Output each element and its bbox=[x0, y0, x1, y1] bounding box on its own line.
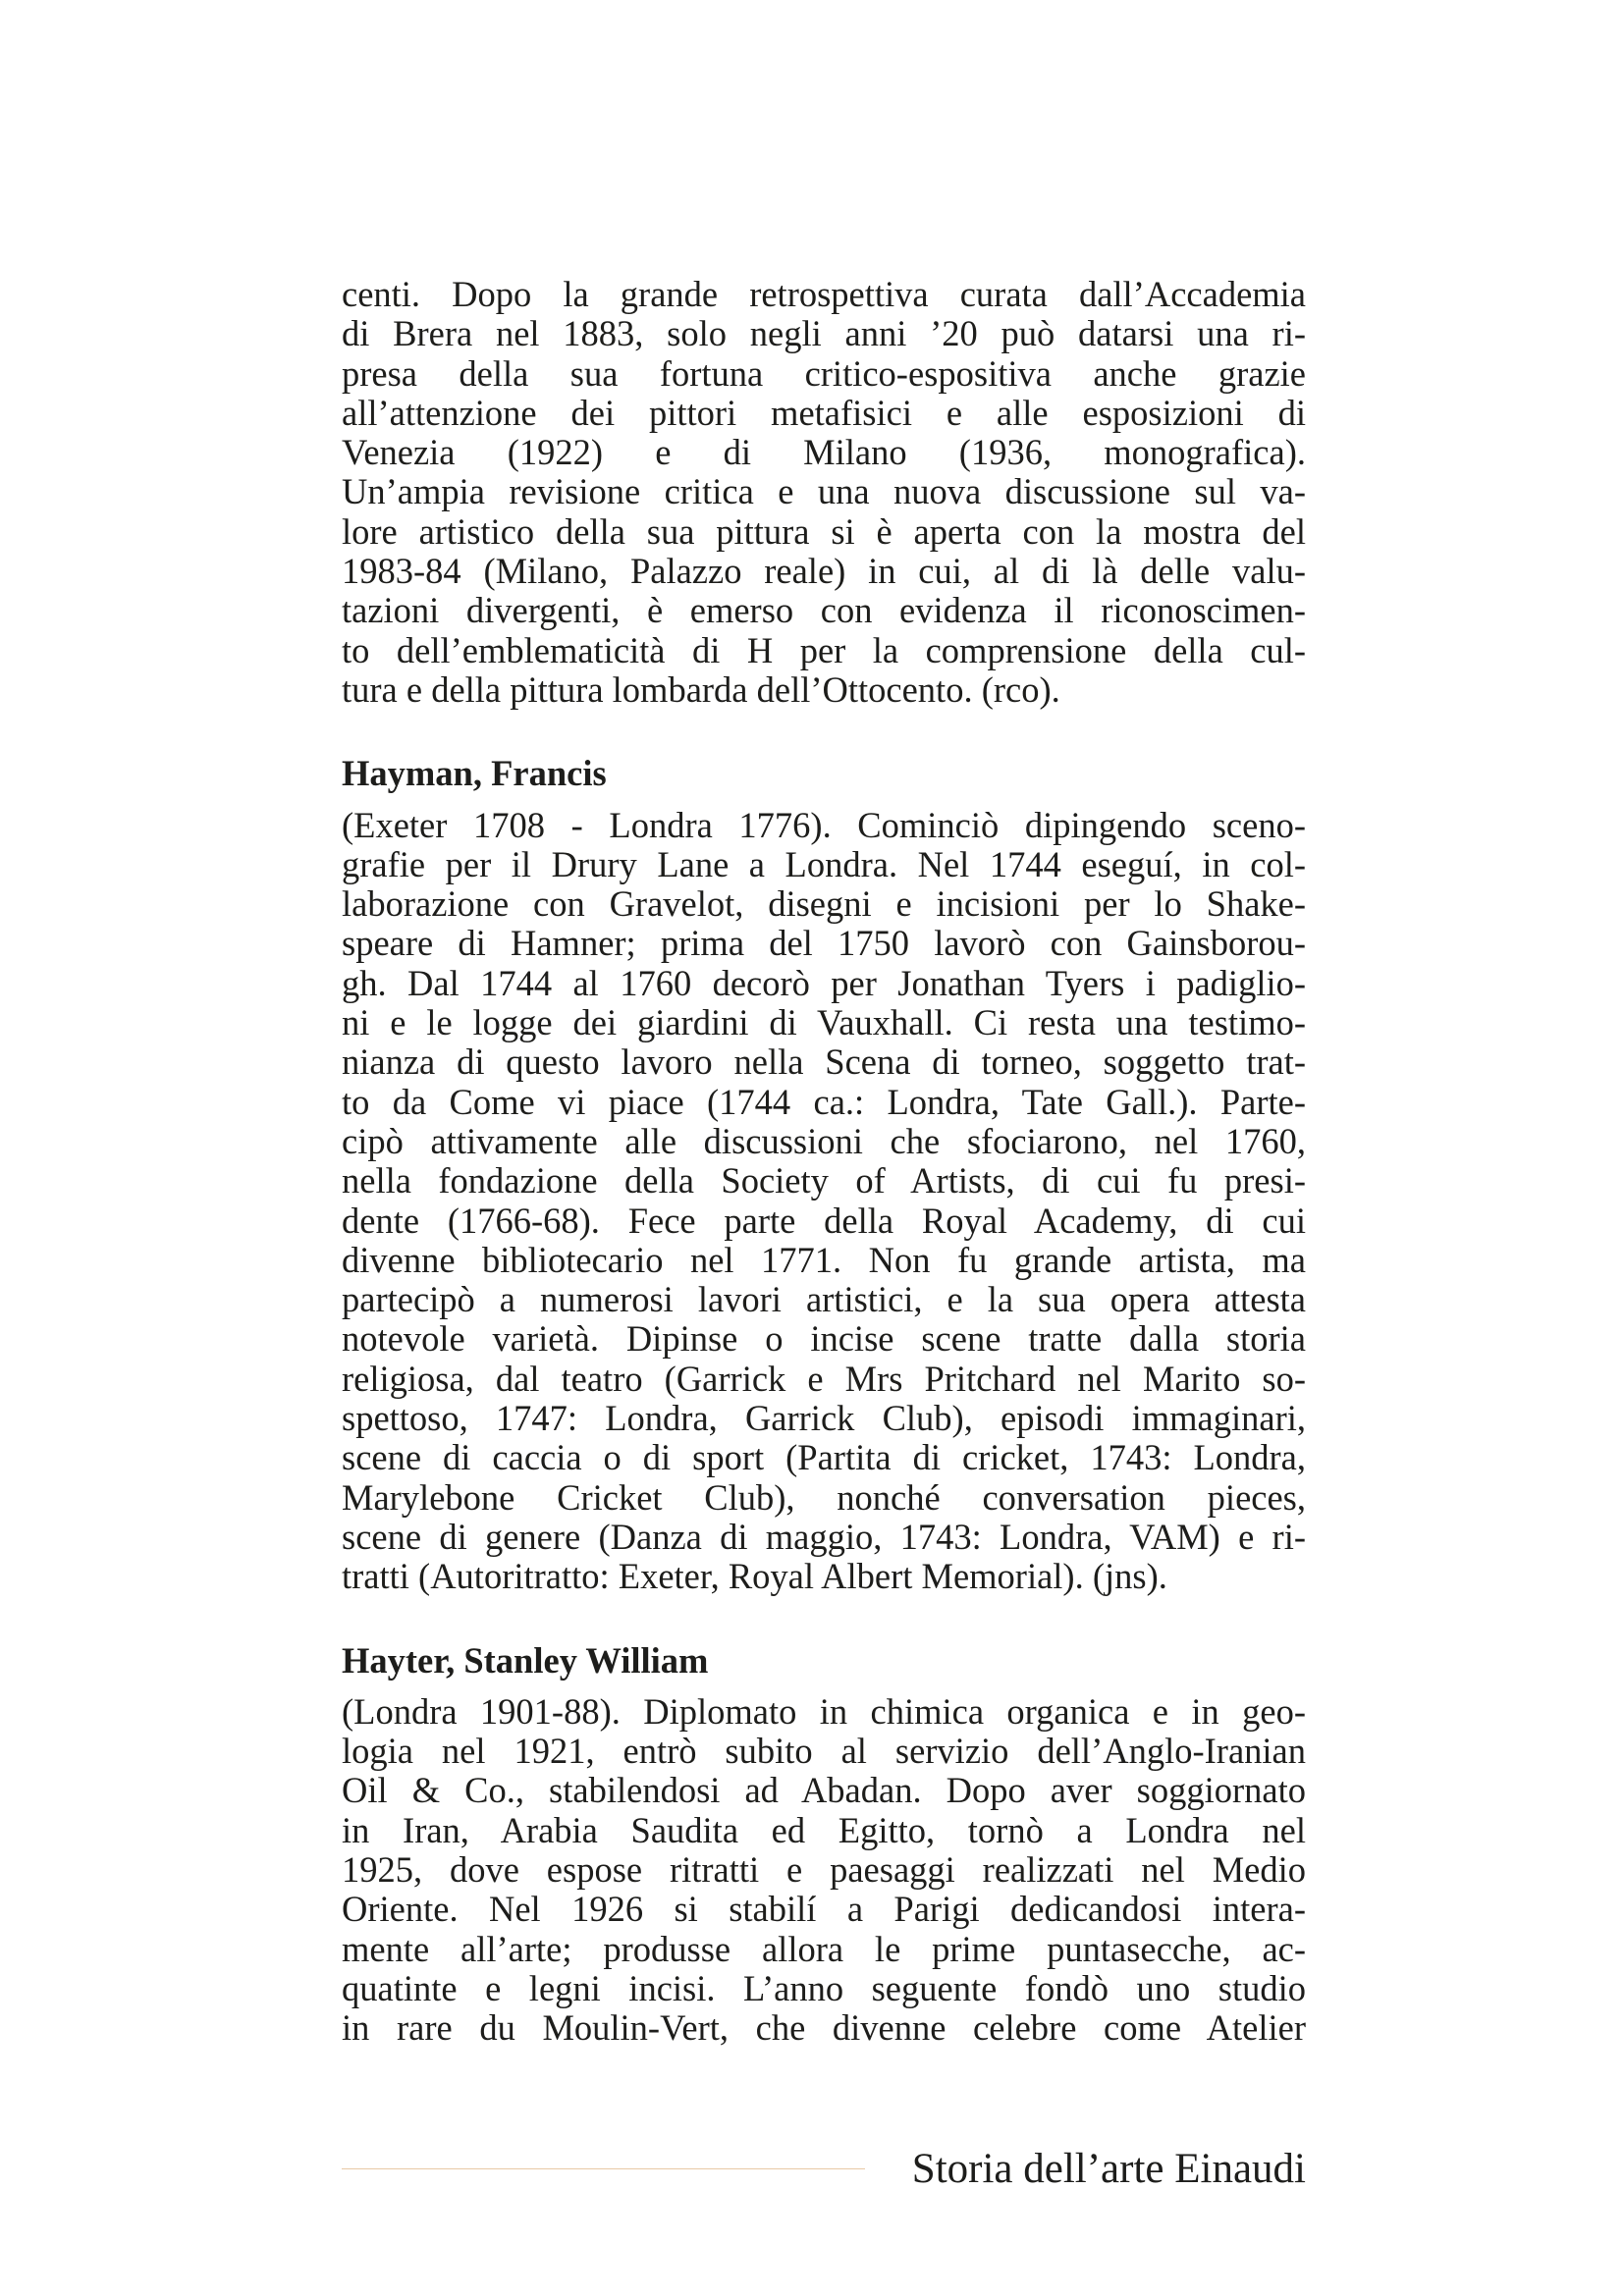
entry-hayter-stanley-william bbox=[342, 1641, 1306, 2049]
text-line: (Londra 1901-88). Diplomato in chimica organica e in geo- bbox=[342, 1690, 1306, 1732]
text-line: speare di Hamner; prima del 1750 lavorò con Gainsborou- bbox=[342, 923, 1306, 964]
text-line: dente (1766-68). Fece parte della Royal Academy, di cui bbox=[342, 1200, 1306, 1241]
text-line: grafie per il Drury Lane a Londra. Nel 1744 eseguí, in col- bbox=[342, 843, 1306, 884]
text-line: tratti (Autoritratto: Exeter, Royal Albert Memorial). (jns). bbox=[342, 1556, 1167, 1597]
text-line: tazioni divergenti, è emerso con evidenza il riconoscimen- bbox=[342, 590, 1306, 631]
text-line: cipò attivamente alle discussioni che sfociarono, nel 1760, bbox=[342, 1120, 1306, 1161]
text-line: nella fondazione della Society of Artists, di cui fu presi- bbox=[342, 1160, 1306, 1201]
text-line: in rare du Moulin-Vert, che divenne celebre come Atelier bbox=[342, 2007, 1306, 2049]
text-line: 1925, dove espose ritratti e paesaggi realizzati nel Medio bbox=[342, 1848, 1306, 1890]
text-line: Marylebone Cricket Club), nonché conversation pieces, bbox=[342, 1476, 1306, 1518]
text-line: to da Come vi piace (1744 ca.: Londra, Tate Gall.). Parte- bbox=[342, 1081, 1306, 1122]
text-line: presa della sua fortuna critico-espositiva anche grazie bbox=[342, 352, 1306, 394]
text-line: gh. Dal 1744 al 1760 decorò per Jonathan Tyers i padiglio- bbox=[342, 962, 1306, 1003]
text-line: nianza di questo lavoro nella Scena di torneo, soggetto trat- bbox=[342, 1041, 1306, 1083]
footer-divider bbox=[342, 2168, 865, 2169]
text-line: scene di genere (Danza di maggio, 1743: Londra, VAM) e ri- bbox=[342, 1516, 1306, 1557]
entry-title: Hayman, Francis bbox=[342, 753, 607, 794]
text-line: logia nel 1921, entrò subito al servizio dell’Anglo-Iranian bbox=[342, 1731, 1306, 1772]
text-line: notevole varietà. Dipinse o incise scene tratte dalla storia bbox=[342, 1318, 1306, 1360]
entry-title: Hayter, Stanley William bbox=[342, 1639, 709, 1681]
text-line: Oriente. Nel 1926 si stabilí a Parigi dedicandosi intera- bbox=[342, 1889, 1306, 1930]
entry-hayman-francis bbox=[342, 754, 1306, 1596]
text-line: religiosa, dal teatro (Garrick e Mrs Pritchard nel Marito so- bbox=[342, 1358, 1306, 1399]
text-line: spettoso, 1747: Londra, Garrick Club), episodi immaginari, bbox=[342, 1398, 1306, 1439]
text-line: laborazione con Gravelot, disegni e incisioni per lo Shake- bbox=[342, 883, 1306, 925]
text-line: lore artistico della sua pittura si è aperta con la mostra del bbox=[342, 510, 1306, 552]
text-line: ni e le logge dei giardini di Vauxhall. Ci resta una testimo- bbox=[342, 1002, 1306, 1043]
text-line: partecipò a numerosi lavori artistici, e la sua opera attesta bbox=[342, 1279, 1306, 1320]
text-line: mente all’arte; produsse allora le prime puntasecche, ac- bbox=[342, 1928, 1306, 1969]
text-line: divenne bibliotecario nel 1771. Non fu grande artista, ma bbox=[342, 1239, 1306, 1280]
text-line: in Iran, Arabia Saudita ed Egitto, tornò a Londra nel bbox=[342, 1809, 1306, 1850]
text-line: di Brera nel 1883, solo negli anni ’20 può datarsi una ri- bbox=[342, 313, 1306, 354]
text-line: Venezia (1922) e di Milano (1936, monografica). bbox=[342, 432, 1306, 473]
article-body bbox=[342, 275, 1306, 2048]
footer-book-title: Storia dell’arte Einaudi bbox=[911, 2146, 1306, 2192]
text-line: tura e della pittura lombarda dell’Ottocento. (rco). bbox=[342, 668, 1060, 710]
text-line: (Exeter 1708 - Londra 1776). Cominciò dipingendo sceno- bbox=[342, 804, 1306, 845]
text-line: quatinte e legni incisi. L’anno seguente fondò uno studio bbox=[342, 1967, 1306, 2008]
text-line: to dell’emblematicità di H per la comprensione della cul- bbox=[342, 629, 1306, 670]
text-line: all’attenzione dei pittori metafisici e alle esposizioni di bbox=[342, 392, 1306, 433]
text-line: Oil & Co., stabilendosi ad Abadan. Dopo aver soggiornato bbox=[342, 1770, 1306, 1811]
text-line: 1983-84 (Milano, Palazzo reale) in cui, al di là delle valu- bbox=[342, 551, 1306, 592]
text-line: scene di caccia o di sport (Partita di cricket, 1743: Londra, bbox=[342, 1437, 1306, 1478]
text-line: Un’ampia revisione critica e una nuova discussione sul va- bbox=[342, 471, 1306, 512]
entry-continuation bbox=[342, 275, 1306, 710]
text-line: centi. Dopo la grande retrospettiva curata dall’Accademia bbox=[342, 274, 1306, 314]
